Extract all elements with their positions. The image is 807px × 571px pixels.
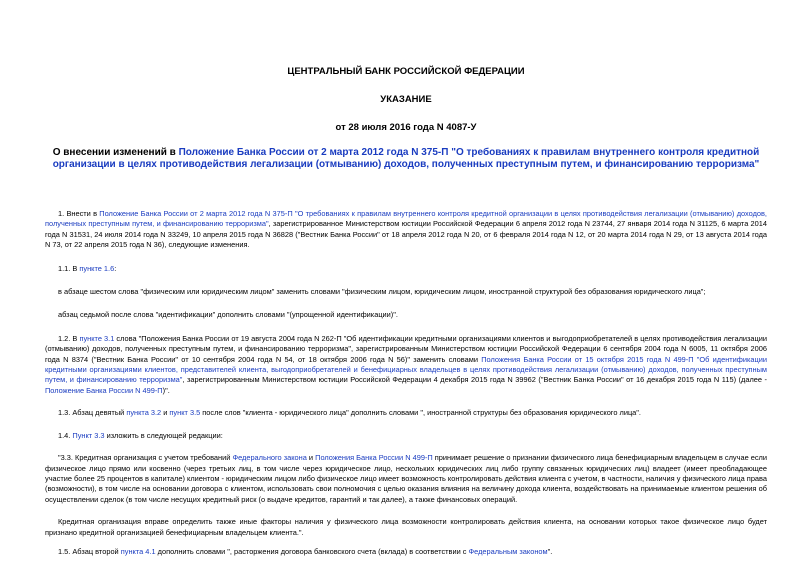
paragraph-1-1 [45,264,767,274]
paragraph-1-3-text-a: 1.3. Абзац девятый [58,408,127,418]
link-clause-3-2[interactable]: пункта 3.2 [126,408,162,418]
document-title [45,147,767,171]
link-regulation-499p[interactable]: Положения Банка России N 499-П [315,453,433,463]
title-link-regulation-375p[interactable]: Положение Банка России от 2 марта 2012 года N 375-П "О требованиях к правилам внутреннего контроля кредитной организации в целях противодействия легализации (отмыванию) доходов, полученных преступным путем, и финансированию терроризма" [52,147,760,170]
paragraph-1-3-text-b: и [161,408,170,418]
link-clause-4-1[interactable]: пункта 4.1 [120,546,156,556]
paragraph-abzac-7: абзац седьмой после слова "идентификации" дополнить словами "(упрощенной идентификации)". [58,310,398,320]
paragraph-1-5 [45,547,767,557]
link-regulation-499p-full[interactable]: Положения Банка России от 15 октября 2015 года N 499-П "Об идентификации кредитными организациями клиентов, представителей клиента, выгодоприобретателей и бенефициарных владельцев в целях противодействия легализации (отмыванию) доходов, полученных преступным путем, и финансированию терроризма" [45,354,767,385]
paragraph-other-factors: Кредитная организация вправе определить также иные факторы наличия у физического лица возможности контролировать действия клиента, на основании которых такое физическое лицо будет признано кредитной организацией бенефициарным владельцем клиента.". [45,517,767,537]
paragraph-1-4-text-a: 1.4. [58,430,73,440]
paragraph-1-3-text-c: после слов "клиента - юридического лица" дополнить словами ", иностранной структуры без образования юридического лица". [200,408,641,418]
link-clause-3-3[interactable]: Пункт 3.3 [72,430,105,440]
link-federal-law[interactable]: Федерального закона [232,453,307,463]
paragraph-1-4 [45,431,767,441]
document-type: УКАЗАНИЕ [380,94,432,105]
paragraph-1-1-text-a: 1.1. В [58,263,80,273]
paragraph-3-3-new [45,453,767,505]
document-date: от 28 июля 2016 года N 4087-У [335,122,477,133]
link-clause-1-6[interactable]: пункте 1.6 [79,263,115,273]
link-regulation-499p-short[interactable]: Положение Банка России N 499-П [45,385,163,395]
link-clause-3-5[interactable]: пункт 3.5 [169,408,201,418]
paragraph-1-3 [45,408,767,418]
paragraph-1 [45,209,767,251]
paragraph-1-2-text-b: слова "Положения Банка России от 19 августа 2004 года N 262-П "Об идентификации кредитными организациями клиентов и выгодоприобретателей в целях противодействия легализации (отмыванию) доходов, полученных преступным путем, и финансированию терроризма", зарегистрированным Министерством юстиции Российской Федерации 6 сентября 2004 года N 6005, 11 октября 2006 года N 8374 ("Вестник Банка России" от 10 сентября 2004 года N 54, от 18 октября 2006 года N 56)" заменить словами [45,333,767,364]
paragraph-1-4-text-b: изложить в следующей редакции: [104,430,223,440]
paragraph-1-text-a: 1. Внести в [58,209,100,218]
paragraph-1-1-text-b: : [114,263,117,273]
link-regulation-375p[interactable]: Положение Банка России от 2 марта 2012 года N 375-П "О требованиях к правилам внутреннего контроля кредитной организации в целях противодействия легализации (отмыванию) доходов, полученных преступным путем, и финансированию терроризма" [45,209,767,229]
paragraph-1-5-text-c: ". [547,546,553,556]
paragraph-abzac-6: в абзаце шестом слова "физическим или юридическим лицом" заменить словами "физическим лицом, юридическим лицом, иностранной структурой без образования юридического лица"; [58,287,706,297]
paragraph-1-2 [45,334,767,396]
paragraph-1-5-text-b: дополнить словами ", расторжения договора банковского счета (вклада) в соответствии с [155,546,469,556]
paragraph-1-2-text-c: , зарегистрированным Министерством юстиции Российской Федерации 4 декабря 2015 года N 39962 ("Вестник Банка России" от 16 декабря 2015 года N 115) (далее - [182,375,767,385]
issuer-name: ЦЕНТРАЛЬНЫЙ БАНК РОССИЙСКОЙ ФЕДЕРАЦИИ [287,66,525,77]
title-prefix: О внесении изменений в [52,147,179,158]
document-body [45,209,767,557]
paragraph-1-5-text-a: 1.5. Абзац второй [58,546,121,556]
paragraph-1-2-text-d: )". [162,385,170,395]
paragraph-3-3-text-a: "3.3. Кредитная организация с учетом требований [58,453,233,463]
paragraph-1-text-b: , зарегистрированное Министерством юстиции Российской Федерации 6 апреля 2012 года N 23744, 27 января 2014 года N 31125, 6 марта 2014 года N 31531, 24 июля 2014 года N 33249, 10 апреля 2015 года N 36828 ("Вестник Банка России" от 18 апреля 2012 года N 20, от 6 февраля 2014 года N 12, от 20 марта 2014 года N 29, от 13 августа 2014 года N 73, от 22 апреля 2015 года N 36), следующие изменения. [45,219,767,250]
paragraph-3-3-text-b: и [306,453,316,463]
paragraph-1-2-text-a: 1.2. В [58,333,80,343]
link-federal-law-2[interactable]: Федеральным законом [468,546,548,556]
link-clause-3-1[interactable]: пункте 3.1 [79,333,115,343]
paragraph-3-3-text-c: принимает решение о признании физического лица бенефициарным владельцем в случае если физическое лицо прямо или косвенно (через третьих лиц, в том числе через юридическое лицо, нескольких юридических лиц либо группу связанных юридических лиц) владеет (имеет преобладающее участие более 25 процентов в капитале) клиентом - юридическим лицом либо физическое лицо имеет возможность контролировать действия клиента с учетом, в частности, наличия у физического лица права (возможности), в том числе на основании договора с клиентом, использовать свои полномочия с целью оказания влияния на величину дохода клиента, воздействовать на принимаемые клиентом решения об осуществлении сделок (в том числе несущих кредитный риск (о выдаче кредитов, гарантий и так далее), а также финансовых операций. [45,453,768,504]
